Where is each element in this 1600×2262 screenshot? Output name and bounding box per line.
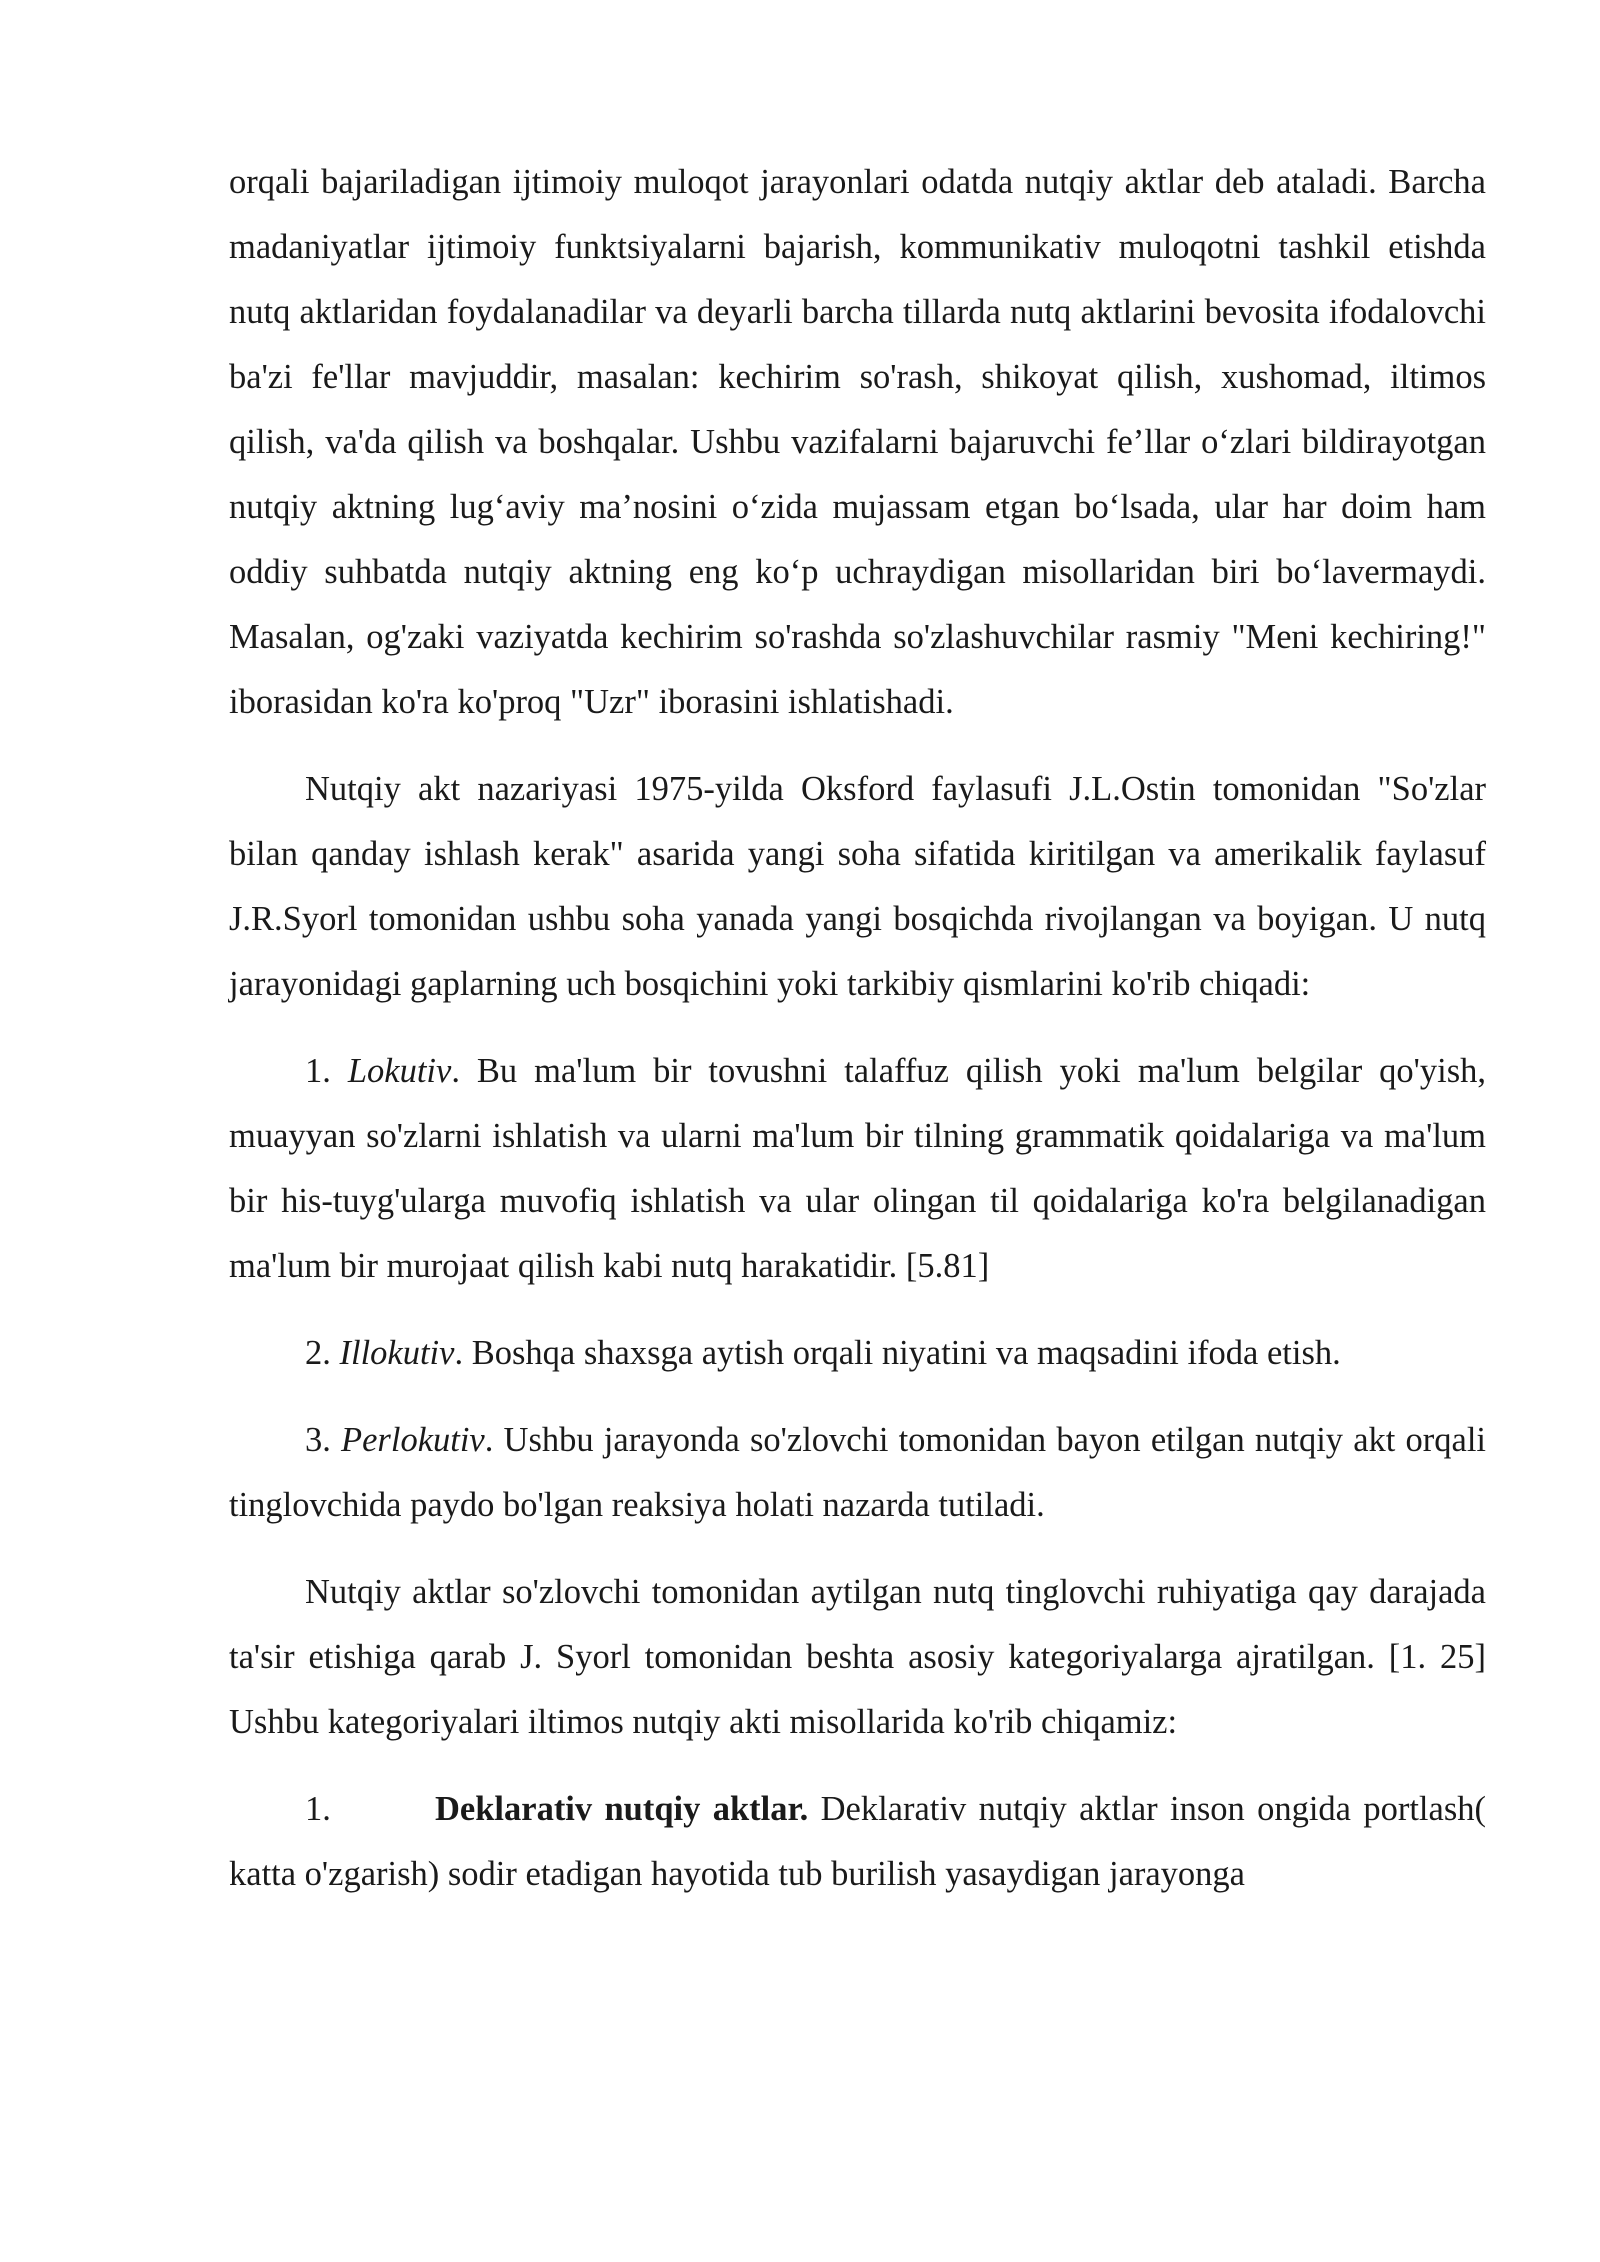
list-item-text: . Boshqa shaxsga aytish orqali niyatini va maqsadini ifoda etish. [454,1334,1341,1372]
list-item-lokutiv [229,1039,1486,1299]
term-deklarativ: Deklarativ nutqiy aktlar. [435,1790,809,1828]
paragraph-intro: orqali bajariladigan ijtimoiy muloqot jarayonlari odatda nutqiy aktlar deb ataladi. Barcha madaniyatlar ijtimoiy funktsiyalarni bajarish, kommunikativ muloqotni tashkil etishda nutq aktlaridan foydalanadilar va deyarli barcha tillarda nutq aktlarini bevosita ifodalovchi ba'zi fe'llar mavjuddir, masalan: kechirim so'rash, shikoyat qilish, xushomad, iltimos qilish, va'da qilish va boshqalar. Ushbu vazifalarni bajaruvchi fe’llar o‘zlari bildirayotgan nutqiy aktning lug‘aviy ma’nosini o‘zida mujassam etgan bo‘lsada, ular har doim ham oddiy suhbatda nutqiy aktning eng ko‘p uchraydigan misollaridan biri bo‘lavermaydi. Masalan, og'zaki vaziyatda kechirim so'rashda so'zlashuvchilar rasmiy "Meni kechiring!" iborasidan ko'ra ko'proq "Uzr" iborasini ishlatishadi. [229,163,1486,721]
document-body [229,150,1486,1929]
term-perlokutiv: Perlokutiv [341,1421,485,1459]
list-item-illokutiv [229,1321,1486,1386]
list-item-number: 3. [305,1421,331,1459]
list-item-perlokutiv [229,1408,1486,1538]
list-item-text: . Bu ma'lum bir tovushni talaffuz qilish yoki ma'lum belgilar qo'yish, muayyan so'zlarni ishlatish va ularni ma'lum bir tilning grammatik qoidalariga va ma'lum bir his-tuyg'ularga muvofiq ishlatish va ular olingan til qoidalariga ko'ra belgilanadigan ma'lum bir murojaat qilish kabi nutq harakatidir. [5.81] [229,1052,1487,1285]
list-item-number: 2. [305,1334,331,1372]
paragraph-categories: Nutqiy aktlar so'zlovchi tomonidan aytilgan nutq tinglovchi ruhiyatiga qay darajada ta'sir etishiga qarab J. Syorl tomonidan beshta asosiy kategoriyalarga ajratilgan. [1. 25] Ushbu kategoriyalari iltimos nutqiy akti misollarida ko'rib chiqamiz: [229,1573,1486,1741]
term-lokutiv: Lokutiv [347,1052,452,1090]
term-illokutiv: Illokutiv [339,1334,455,1372]
paragraph-speech-act-theory: Nutqiy akt nazariyasi 1975-yilda Oksford faylasufi J.L.Ostin tomonidan "So'zlar bilan qanday ishlash kerak" asarida yangi soha sifatida kiritilgan va amerikalik faylasuf J.R.Syorl tomonidan ushbu soha yanada yangi bosqichda rivojlangan va boyigan. U nutq jarayonidagi gaplarning uch bosqichini yoki tarkibiy qismlarini ko'rib chiqadi: [229,770,1486,1003]
list-item-text: Deklarativ nutqiy aktlar inson ongida portlash( katta o'zgarish) sodir etadigan hayotida tub burilish yasaydigan jarayonga [229,1790,1486,1893]
list-item-number: 1. [305,1052,331,1090]
list-item-text: . Ushbu jarayonda so'zlovchi tomonidan bayon etilgan nutqiy akt orqali tinglovchida paydo bo'lgan reaksiya holati nazarda tutiladi. [229,1421,1487,1524]
list-item-deklarativ [229,1777,1486,1907]
list-item-number: 1. [305,1790,331,1828]
